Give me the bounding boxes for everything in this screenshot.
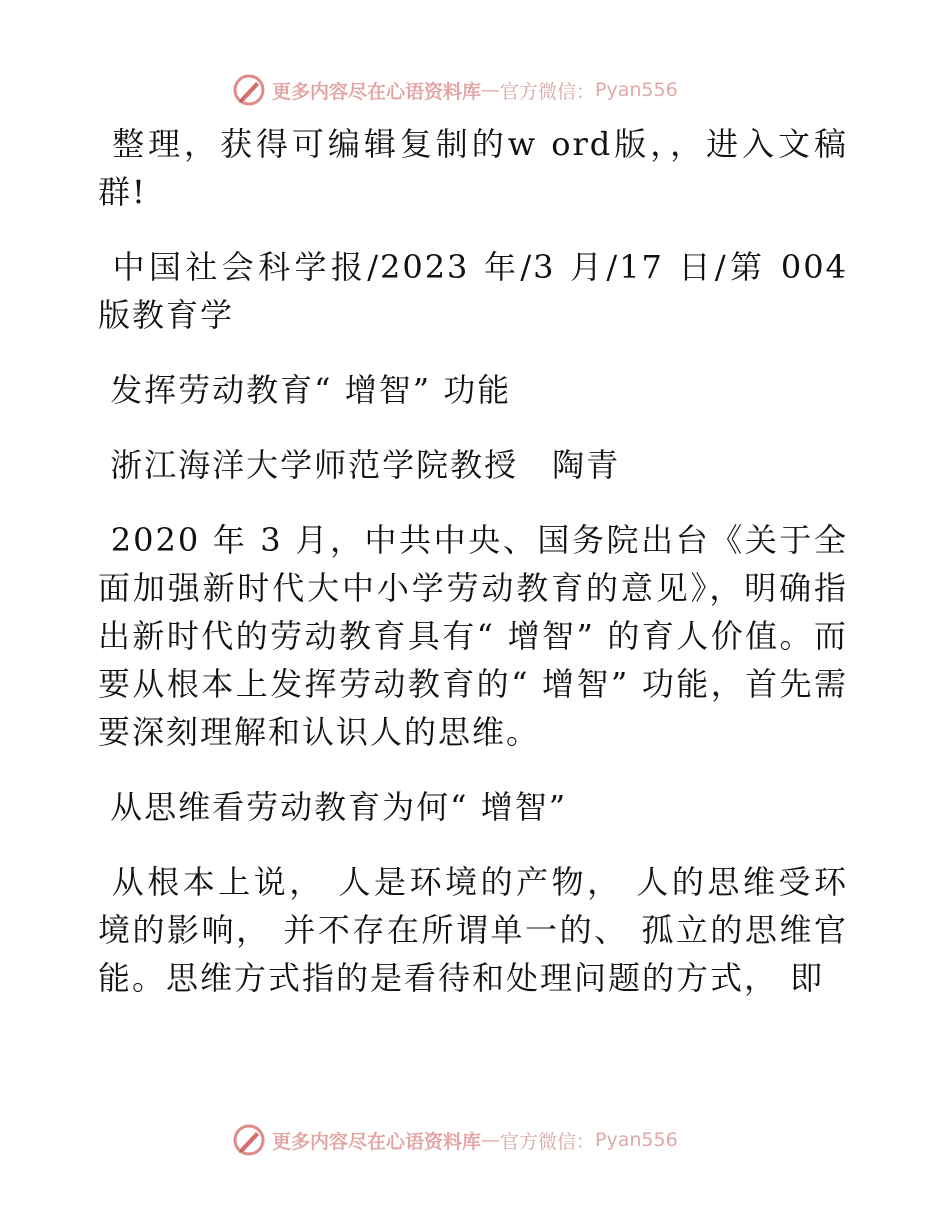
section-heading: 从思维看劳动教育为何“ 增智” <box>110 788 568 826</box>
watermark-brand: 更多内容尽在心语资料库 <box>272 80 482 103</box>
watermark-wechat-id: Pyan556 <box>595 1129 678 1151</box>
watermark-wechat-label: 官方微信： <box>500 80 596 103</box>
article-author: 浙江海洋大学师范学院教授 陶青 <box>110 446 621 484</box>
paragraph-body-2: 从根本上说， 人是环境的产物， 人的思维受环境的影响， 并不存在所谓单一的、 孤立的思维官能。思维方式指的是看待和处理问题的方式， 即 <box>98 863 848 997</box>
header-watermark <box>232 72 678 108</box>
watermark-wechat-label: 官方微信： <box>500 1130 596 1153</box>
paragraph-intro: 整理，获得可编辑复制的w ord版，，进入文稿群! <box>98 125 848 211</box>
document-body <box>98 120 861 1002</box>
watermark-dash: — <box>481 79 501 101</box>
paragraph-body-1: 2020 年 3 月，中共中央、国务院出台《关于全面加强新时代大中小学劳动教育的意见》，明确指出新时代的劳动教育具有“ 增智” 的育人价值。而要从根本上发挥劳动教育的“ 增智” 功能，首先需要深刻理解和认识人的思维。 <box>98 521 848 751</box>
article-title: 发挥劳动教育“ 增智” 功能 <box>110 371 512 409</box>
watermark-brand: 更多内容尽在心语资料库 <box>272 1130 482 1153</box>
pen-logo-icon <box>232 1123 266 1157</box>
watermark-dash: — <box>481 1129 501 1151</box>
paragraph-source: 中国社会科学报/2023 年/3 月/17 日/第 004 版教育学 <box>98 248 861 334</box>
pen-logo-icon <box>232 73 266 107</box>
footer-watermark <box>232 1122 678 1158</box>
watermark-wechat-id: Pyan556 <box>595 79 678 101</box>
